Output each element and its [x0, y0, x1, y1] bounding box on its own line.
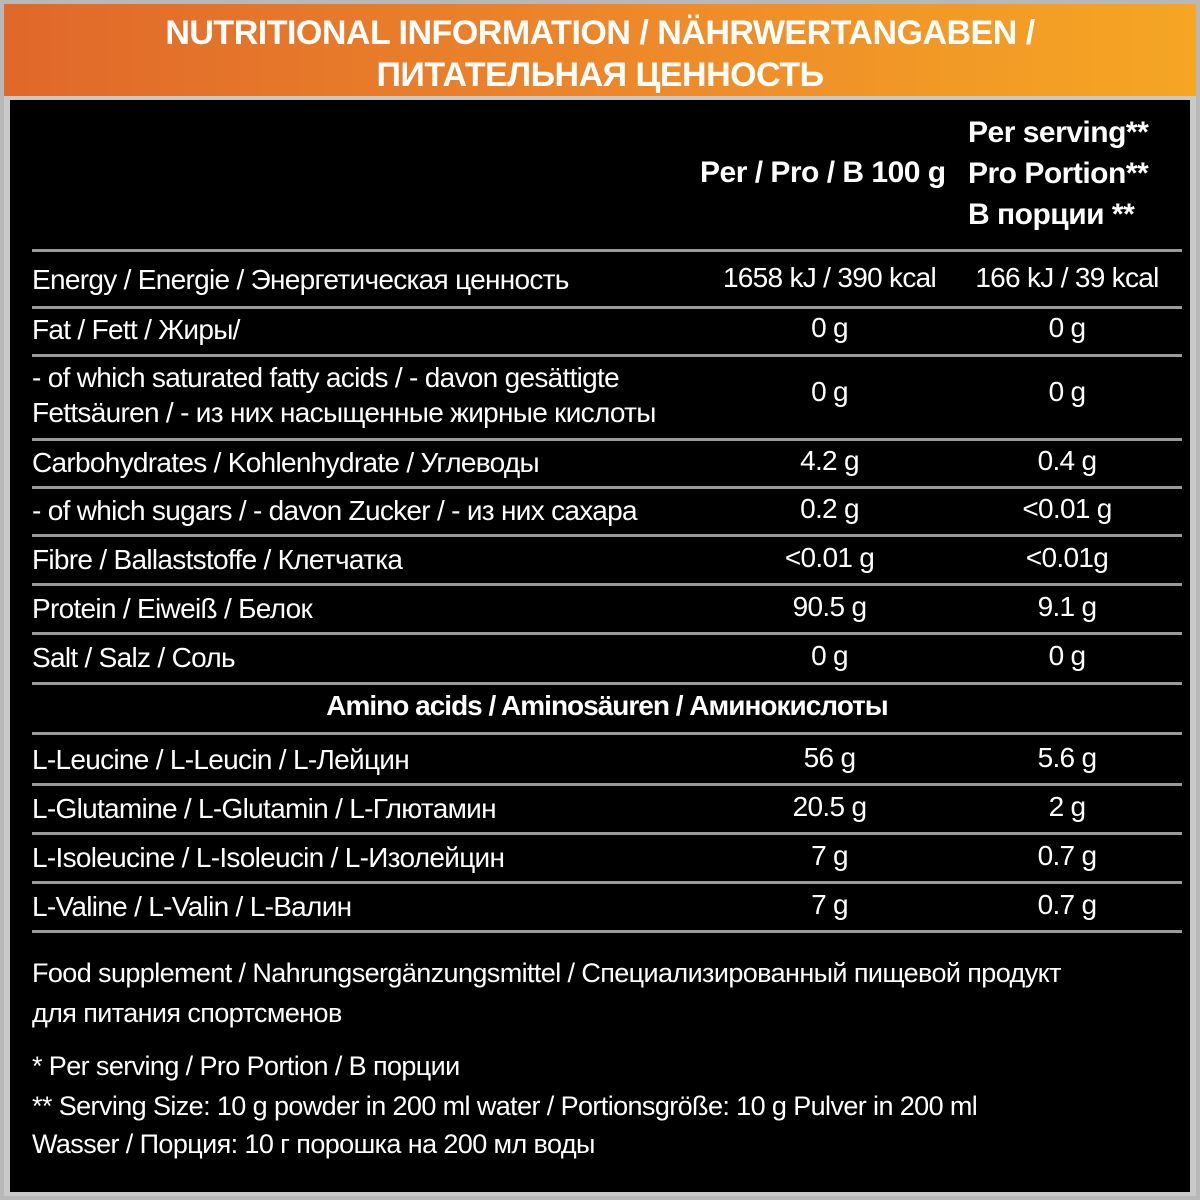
- table-row-saturated-fat: [32, 358, 1182, 438]
- row-label-line-2: Fettsäuren / - из них насыщенные жирные кислоты: [32, 397, 656, 428]
- column-header-per-serving-ru: В порции **: [968, 198, 1135, 231]
- value-per-serving: <0.01 g: [1022, 493, 1112, 524]
- row-label: - of which sugars / - davon Zucker / - из них сахара: [32, 495, 637, 526]
- food-supplement-note-line-2: для питания спортсменов: [32, 998, 342, 1028]
- value-per-100g: 0 g: [811, 312, 848, 343]
- divider: [32, 783, 1182, 786]
- divider: [32, 438, 1182, 441]
- value-per-100g: <0.01 g: [784, 542, 875, 573]
- row-label: Salt / Salz / Соль: [32, 642, 235, 673]
- column-header-per-100g: Per / Pro / В 100 g: [700, 156, 946, 189]
- row-label: Protein / Eiweiß / Белок: [32, 593, 313, 624]
- serving-footnote-1: * Per serving / Pro Portion / В порции: [32, 1051, 460, 1081]
- value-per-100g: 0 g: [811, 376, 848, 407]
- value-per-serving: 2 g: [1048, 791, 1086, 822]
- row-label: L-Glutamine / L-Glutamin / L-Глютамин: [32, 793, 496, 824]
- value-per-100g: 7 g: [811, 889, 848, 920]
- serving-footnote-2-line-1: ** Serving Size: 10 g powder in 200 ml water / Portionsgröße: 10 g Pulver in 200 ml: [32, 1091, 978, 1121]
- table-row-energy: [32, 258, 1182, 302]
- value-per-serving: 166 kJ / 39 kcal: [975, 262, 1159, 293]
- row-label-line-1: - of which saturated fatty acids / - davon gesättigte: [32, 362, 620, 393]
- value-per-100g: 1658 kJ / 390 kcal: [722, 262, 937, 293]
- table-row-fibre: [32, 540, 1182, 584]
- header-title-line-2: ПИТАТЕЛЬНАЯ ЦЕННОСТЬ: [376, 56, 824, 94]
- value-per-serving: 9.1 g: [1037, 591, 1097, 622]
- value-per-serving: 0.7 g: [1037, 889, 1097, 920]
- row-label: Carbohydrates / Kohlenhydrate / Углеводы: [32, 447, 539, 478]
- value-per-100g: 0.2 g: [800, 493, 859, 524]
- serving-footnote-2-line-2: Wasser / Порция: 10 г порошка на 200 мл воды: [32, 1129, 595, 1159]
- divider: [32, 583, 1182, 586]
- divider: [32, 881, 1182, 884]
- nutrition-table-panel: [10, 100, 1190, 1192]
- value-per-100g: 0 g: [811, 640, 848, 671]
- value-per-serving: 0 g: [1048, 640, 1086, 671]
- divider: [32, 682, 1182, 685]
- divider: [32, 306, 1182, 309]
- row-label: Fat / Fett / Жиры/: [32, 314, 240, 345]
- table-row-glutamine: [32, 789, 1182, 833]
- amino-acids-heading: Amino acids / Aminosäuren / Аминокислоты: [326, 690, 888, 721]
- table-row-salt: [32, 638, 1182, 682]
- table-row-leucine: [32, 740, 1182, 784]
- table-row-fat: [32, 310, 1182, 354]
- divider: [32, 732, 1182, 735]
- column-header-per-serving-de: Pro Portion**: [968, 157, 1149, 190]
- row-label: Fibre / Ballaststoffe / Клетчатка: [32, 544, 403, 575]
- divider: [32, 832, 1182, 835]
- value-per-100g: 20.5 g: [792, 791, 867, 822]
- value-per-serving: <0.01g: [1025, 542, 1109, 573]
- value-per-serving: 0 g: [1048, 376, 1086, 407]
- row-label: Energy / Energie / Энергетическая ценность: [32, 264, 569, 295]
- value-per-serving: 5.6 g: [1037, 742, 1097, 773]
- value-per-serving: 0 g: [1048, 312, 1086, 343]
- column-header-per-serving-en: Per serving**: [968, 116, 1149, 149]
- value-per-serving: 0.4 g: [1037, 445, 1097, 476]
- divider: [32, 486, 1182, 489]
- row-label: L-Isoleucine / L-Isoleucin / L-Изолейцин: [32, 842, 505, 873]
- divider: [32, 249, 1182, 252]
- value-per-100g: 56 g: [803, 742, 856, 773]
- table-row-protein: [32, 589, 1182, 633]
- value-per-100g: 4.2 g: [800, 445, 859, 476]
- table-row-carbohydrates: [32, 443, 1182, 487]
- table-row-valine: [32, 887, 1182, 931]
- divider: [32, 930, 1182, 933]
- value-per-100g: 7 g: [811, 840, 848, 871]
- table-row-isoleucine: [32, 838, 1182, 882]
- header-title-line-1: NUTRITIONAL INFORMATION / NÄHRWERTANGABEN /: [165, 14, 1035, 52]
- header-banner: [4, 4, 1196, 96]
- value-per-serving: 0.7 g: [1037, 840, 1097, 871]
- divider: [32, 354, 1182, 357]
- row-label: L-Valine / L-Valin / L-Валин: [32, 891, 352, 922]
- divider: [32, 534, 1182, 537]
- food-supplement-note-line-1: Food supplement / Nahrungsergänzungsmittel / Специализированный пищевой продукт: [32, 958, 1061, 988]
- divider: [32, 632, 1182, 635]
- row-label: L-Leucine / L-Leucin / L-Лейцин: [32, 744, 409, 775]
- table-row-sugars: [32, 491, 1182, 535]
- value-per-100g: 90.5 g: [792, 591, 867, 622]
